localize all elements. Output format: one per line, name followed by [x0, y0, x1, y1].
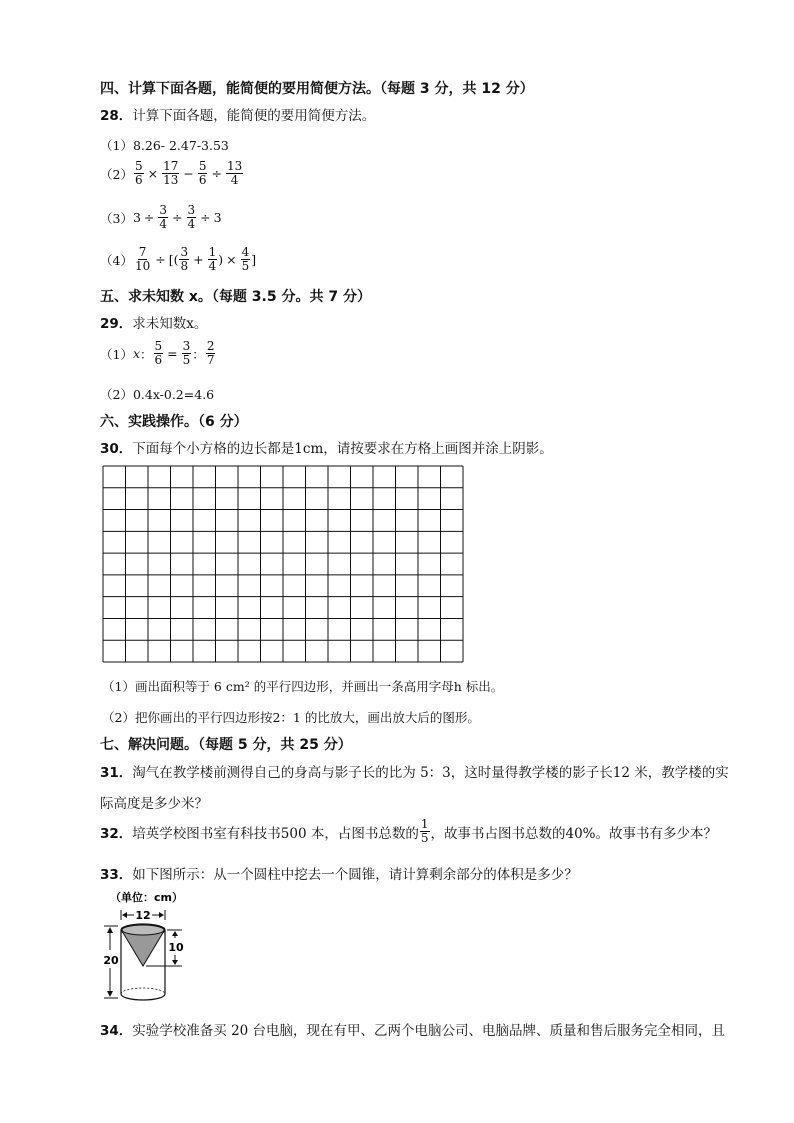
operator: ÷: [211, 166, 222, 181]
square-grid[interactable]: [102, 465, 464, 663]
question-33: [100, 863, 578, 883]
part-label: （1）: [100, 346, 133, 362]
question-text: 求未知数x。: [132, 316, 208, 332]
equals: =: [167, 346, 178, 361]
cone-height-label: 10: [168, 941, 184, 954]
fraction: $\frac{5}{6}$: [154, 339, 163, 367]
section-7-heading: 七、解决问题。（每题 5 分，共 25 分）: [100, 737, 352, 753]
question-number: 34．: [100, 1023, 133, 1039]
operator: ÷: [200, 210, 211, 225]
fraction: $\frac{13}{4}$: [226, 159, 243, 187]
operator: −: [183, 166, 194, 181]
question-31: [100, 761, 729, 781]
fraction: $\frac{17}{13}$: [163, 159, 179, 187]
ratio-colon: ：: [192, 346, 205, 362]
part-label: （2）: [100, 166, 133, 182]
bracket: ): [218, 252, 224, 267]
question-number: 31．: [100, 765, 133, 781]
operator: ÷: [172, 210, 183, 225]
bracket: [(: [168, 252, 179, 267]
q29-part-2: [100, 385, 214, 403]
section-4-heading: 四、计算下面各题，能简便的要用简便方法。（每题 3 分，共 12 分）: [100, 81, 534, 97]
question-29: [100, 312, 207, 332]
part-label: （3）: [100, 210, 133, 226]
question-text: 下面每个小方格的边长都是1cm，请按要求在方格上画图并涂上阴影。: [132, 441, 553, 457]
fraction: $\frac{3}{8}$: [180, 245, 189, 273]
operator: ÷: [155, 252, 166, 267]
section-6-heading: 六、实践操作。（6 分）: [100, 414, 248, 430]
expression: 0.4x-0.2=4.6: [132, 386, 215, 402]
q29-part-1: [100, 340, 216, 367]
section-5-heading: 五、求未知数 x。（每题 3.5 分。共 7 分）: [100, 289, 371, 305]
question-number: 29．: [100, 316, 133, 332]
bracket: ]: [251, 252, 257, 267]
fraction: $\frac{1}{5}$: [420, 817, 429, 845]
question-number: 28．: [100, 108, 133, 124]
operator: +: [193, 252, 204, 267]
fraction: $\frac{3}{4}$: [187, 203, 196, 231]
ratio-colon: ：: [140, 346, 153, 362]
q30-part-1: （1）画出面积等于 6 cm² 的平行四边形，并画出一条高用字母h 标出。: [102, 679, 504, 694]
unit-label: （单位：cm）: [110, 891, 183, 904]
q28-part-1: [100, 136, 229, 154]
part-label: （1）: [100, 138, 133, 153]
q28-part-3: [100, 204, 222, 231]
question-number: 30．: [100, 441, 133, 457]
question-text: 培英学校图书室有科技书500 本，占图书总数的: [132, 825, 419, 842]
operator: ×: [226, 252, 237, 267]
fraction: $\frac{2}{7}$: [206, 339, 215, 367]
variable: x: [132, 346, 141, 361]
q28-part-2: [100, 160, 244, 187]
fraction: $\frac{4}{5}$: [241, 245, 250, 273]
question-34: [100, 1019, 725, 1039]
height-label: 20: [103, 954, 119, 967]
expression: 8.26- 2.47-3.53: [132, 137, 229, 153]
number: 3: [132, 210, 141, 225]
question-text: 计算下面各题，能简便的要用简便方法。: [132, 108, 376, 124]
question-number: 33．: [100, 867, 133, 883]
question-text: 淘气在教学楼前测得自己的身高与影子长的比为 5：3，这时量得教学楼的影子长12 米，教学楼的实: [132, 765, 729, 781]
q30-part-2: （2）把你画出的平行四边形按2：1 的比放大，画出放大后的图形。: [102, 710, 480, 725]
fraction: $\frac{1}{4}$: [208, 245, 217, 273]
fraction: $\frac{3}{4}$: [159, 203, 168, 231]
question-28: [100, 104, 375, 124]
question-number: 32．: [100, 825, 133, 842]
q28-part-4: [100, 246, 256, 273]
question-text: 实验学校准备买 20 台电脑，现在有甲、乙两个电脑公司、电脑品牌、质量和售后服务完全相同，且: [132, 1023, 726, 1039]
fraction: $\frac{5}{6}$: [198, 159, 207, 187]
question-text: 如下图所示：从一个圆柱中挖去一个圆锥，请计算剩余部分的体积是多少？: [132, 867, 578, 883]
part-label: （4）: [100, 252, 133, 268]
question-text: ，故事书占图书总数的40%。故事书有多少本？: [430, 825, 718, 842]
fraction: $\frac{5}{6}$: [134, 159, 143, 187]
operator: ÷: [143, 210, 155, 225]
width-label: 12: [135, 909, 151, 922]
operator: ×: [147, 166, 159, 181]
fraction: $\frac{3}{5}$: [182, 339, 191, 367]
fraction: $\frac{7}{10}$: [134, 245, 151, 273]
part-label: （2）: [100, 387, 133, 402]
question-32: [100, 818, 717, 845]
cylinder-cone-figure: [96, 888, 206, 1008]
question-30: [100, 437, 553, 457]
question-31-line-2: 际高度是多少米？: [100, 796, 208, 812]
number: 3: [213, 210, 222, 225]
